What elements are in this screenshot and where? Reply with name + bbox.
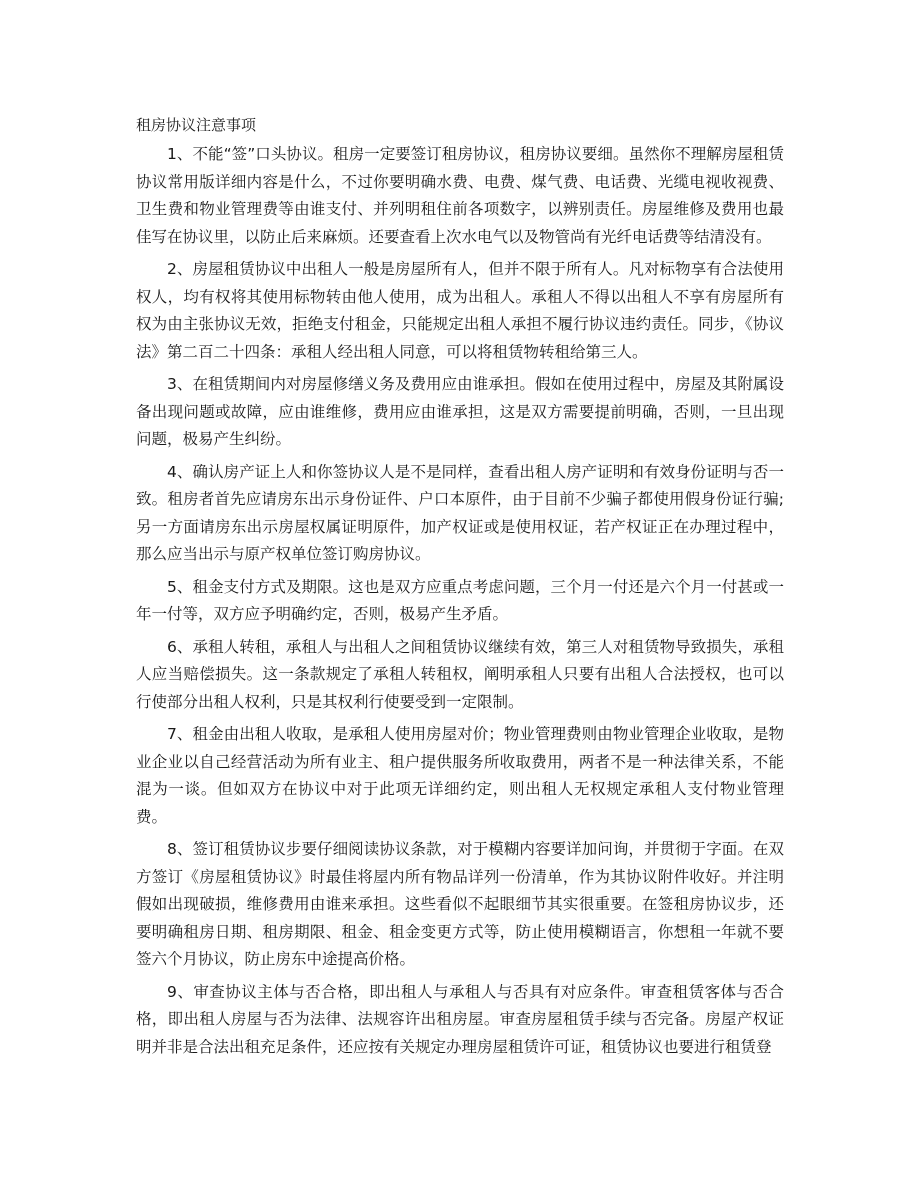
paragraph-1: 1、不能“签”口头协议。租房一定要签订租房协议，租房协议要细。虽然你不理解房屋租赁协议常用版详细内容是什么，不过你要明确水费、电费、煤气费、电话费、光缆电视收视费、卫生费和物业管理费等由谁支付、并列明租住前各项数字，以辨别责任。房屋维修及费用也最佳写在协议里，以防止后来麻烦。还要查看上次水电气以及物管尚有光纤电话费等结清没有。 (136, 145, 784, 246)
paragraph-5: 5、租金支付方式及期限。这也是双方应重点考虑问题，三个月一付还是六个月一付甚或一年一付等，双方应予明确约定，否则，极易产生矛盾。 (136, 577, 784, 623)
document-title: 租房协议注意事项 (136, 116, 257, 134)
paragraph-9: 9、审查协议主体与否合格，即出租人与承租人与否具有对应条件。审查租赁客体与否合格，即出租人房屋与否为法律、法规容许出租房屋。审查房屋租赁手续与否完备。房屋产权证明并非是合法出租充足条件，还应按有关规定办理房屋租赁许可证，租赁协议也要进行租赁登 (136, 982, 784, 1056)
paragraph-6: 6、承租人转租，承租人与出租人之间租赁协议继续有效，第三人对租赁物导致损失，承租人应当赔偿损失。这一条款规定了承租人转租权，阐明承租人只要有出租人合法授权，也可以行使部分出租人权利，只是其权利行使要受到一定限制。 (136, 637, 784, 711)
paragraph-7: 7、租金由出租人收取，是承租人使用房屋对价；物业管理费则由物业管理企业收取，是物业企业以自己经营活动为所有业主、租户提供服务所收取费用，两者不是一种法律关系，不能混为一谈。但如双方在协议中对于此项无详细约定，则出租人无权规定承租人支付物业管理费。 (136, 725, 784, 826)
document-body (136, 113, 784, 1066)
paragraph-3: 3、在租赁期间内对房屋修缮义务及费用应由谁承担。假如在使用过程中，房屋及其附属设备出现问题或故障，应由谁维修，费用应由谁承担，这是双方需要提前明确，否则，一旦出现问题，极易产生纠纷。 (136, 375, 784, 448)
paragraph-8: 8、签订租赁协议步要仔细阅读协议条款，对于模糊内容要详加问询，并贯彻于字面。在双方签订《房屋租赁协议》时最佳将屋内所有物品详列一份清单，作为其协议附件收好。并注明假如出现破损，维修费用由谁来承担。这些看似不起眼细节其实很重要。在签租房协议步，还要明确租房日期、租房期限、租金、租金变更方式等，防止使用模糊语言，你想租一年就不要签六个月协议，防止房东中途提高价格。 (136, 840, 784, 968)
paragraph-4: 4、确认房产证上人和你签协议人是不是同样，查看出租人房产证明和有效身份证明与否一致。租房者首先应请房东出示身份证件、户口本原件，由于目前不少骗子都使用假身份证行骗;另一方面请房东出示房屋权属证明原件，加产权证或是使用权证，若产权证正在办理过程中，那么应当出示与原产权单位签订购房协议。 (136, 462, 784, 563)
paragraph-2: 2、房屋租赁协议中出租人一般是房屋所有人，但并不限于所有人。凡对标物享有合法使用权人，均有权将其使用标物转由他人使用，成为出租人。承租人不得以出租人不享有房屋所有权为由主张协议无效，拒绝支付租金，只能规定出租人承担不履行协议违约责任。同步，《协议法》第二百二十四条：承租人经出租人同意，可以将租赁物转租给第三人。 (136, 260, 784, 361)
